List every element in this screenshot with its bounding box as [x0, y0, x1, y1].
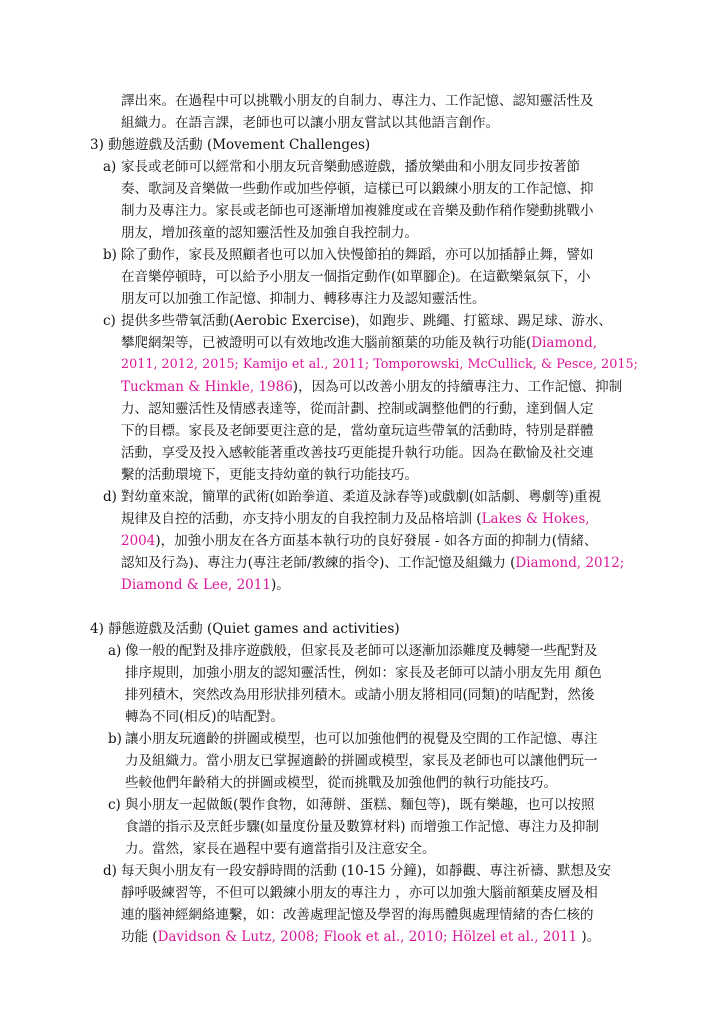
- intro-line-2: 組織力。在語言課，老師也可以讓小朋友嘗試以其他語言創作。: [121, 115, 499, 131]
- item-4a-line-1: 像一般的配對及排序遊戲般，但家長及老師可以逐漸加添難度及轉變一些配對及: [125, 643, 598, 659]
- intro-line-1: 譯出來。在過程中可以挑戰小朋友的自制力、專注力、工作記憶、認知靈活性及: [121, 93, 594, 109]
- item-3c-line-2-text: 攀爬網架等，已被證明可以有效地改進大腦前額葉的功能及執行功能(: [121, 335, 532, 351]
- item-3d-line-4-text: 認知及行為)、專注力(專注老師/教練的指令)、工作記憶及組織力 (: [121, 555, 516, 571]
- item-4c-line-2: 食譜的指示及烹飪步驟(如量度份量及數算材料) 而增強工作記憶、專注力及抑制: [125, 819, 599, 835]
- item-3a-line-4: 朋友，增加孩童的認知靈活性及加強自我控制力。: [121, 225, 418, 241]
- item-3a-line-3: 制力及專注力。家長或老師也可逐漸增加複雜度或在音樂及動作稍作變動挑戰小: [121, 203, 594, 219]
- item-3d-line-3: [121, 533, 598, 549]
- citation-line: 2011, 2012, 2015; Kamijo et al., 2011; Tomporowski, McCullick, & Pesce, 2015;: [121, 357, 638, 372]
- item-label-4c: c): [108, 797, 121, 813]
- item-4d-line-4-text: 功能 (: [121, 929, 158, 945]
- item-3d-line-5-text: )。: [270, 577, 290, 593]
- item-3b-line-2: 在音樂停頓時，可以給予小朋友一個指定動作(如單腳企)。在這歡樂氣氛下，小: [121, 269, 591, 285]
- citation: Diamond,: [531, 335, 598, 351]
- item-4a-line-2: 排序規則，加強小朋友的認知靈活性，例如：家長及老師可以請小朋友先用 顏色: [125, 665, 602, 681]
- item-3b-line-1: 除了動作，家長及照顧者也可以加入快慢節拍的舞蹈，亦可以加插靜止舞，譬如: [121, 247, 594, 263]
- item-3d-line-3-text: )，加強小朋友在各方面基本執行功的良好發展 - 如各方面的抑制力(情緒、: [155, 533, 598, 549]
- item-4c-line-3: 力。當然，家長在過程中要有適當指引及注意安全。: [125, 841, 436, 857]
- section-4-heading: 4) 靜態遊戲及活動 (Quiet games and activities): [90, 621, 400, 637]
- item-4c-line-1: 與小朋友一起做飯(製作食物，如薄餅、蛋糕、麵包等)，既有樂趣，也可以按照: [125, 797, 595, 813]
- item-3c-line-5: 力、認知靈活性及情感表達等，從而計劃、控制或調整他們的行動，達到個人定: [121, 401, 594, 417]
- item-4d-line-1: 每天與小朋友有一段安靜時間的活動 (10-15 分鐘)，如靜觀、專注祈禱、默想及安: [121, 863, 612, 879]
- citation: 2004: [121, 533, 156, 549]
- item-4a-line-4: 轉為不同(相反)的咭配對。: [125, 709, 285, 725]
- item-label-4a: a): [108, 643, 122, 659]
- item-label-3d: d): [103, 489, 117, 505]
- item-label-3a: a): [103, 159, 117, 175]
- item-3c-line-4: [121, 379, 622, 395]
- item-3a-line-2: 奏、歌詞及音樂做一些動作或加些停頓，這樣已可以鍛練小朋友的工作記憶、抑: [121, 181, 594, 197]
- item-4a-line-3: 排列積木，突然改為用形狀排列積木。或請小朋友將相同(同類)的咭配對，然後: [125, 687, 595, 703]
- item-4d-line-2: 靜呼吸練習等，不但可以鍛練小朋友的專注力 ，亦可以加強大腦前額葉皮層及相: [121, 885, 598, 901]
- item-3d-line-5: [121, 577, 290, 593]
- item-3c-line-1: 提供多些帶氧活動(Aerobic Exercise)，如跑步、跳繩、打籃球、踢足球、游水、: [121, 313, 612, 329]
- item-3c-line-8: 繫的活動環境下，更能支持幼童的執行功能技巧。: [121, 467, 418, 483]
- item-4d-line-4-end: )。: [577, 929, 601, 945]
- item-3d-line-2: [121, 511, 590, 527]
- item-3b-line-3: 朋友可以加強工作記憶、抑制力、轉移專注力及認知靈活性。: [121, 291, 486, 307]
- item-label-4d: d): [103, 863, 117, 879]
- item-3c-line-2: [121, 335, 597, 351]
- citation: Tuckman & Hinkle, 1986: [121, 379, 293, 395]
- citation: Davidson & Lutz, 2008; Flook et al., 2010; Hölzel et al., 2011: [157, 929, 578, 945]
- item-4b-line-3: 些較他們年齡稍大的拼圖或模型，從而挑戰及加強他們的執行功能技巧。: [125, 775, 557, 791]
- item-4d-line-4: [121, 929, 600, 945]
- citation: Lakes & Hokes,: [481, 511, 590, 527]
- item-3c-line-4-text: )，因為可以改善小朋友的持續專注力、工作記憶、抑制: [292, 379, 623, 395]
- item-3d-line-1: 對幼童來說，簡單的武術(如跆拳道、柔道及詠春等)或戲劇(如話劇、粵劇等)重視: [121, 489, 602, 505]
- item-3c-line-7: 活動，享受及投入感較能著重改善技巧更能提升執行功能。因為在歡愉及社交連: [121, 445, 594, 461]
- item-3d-line-2-text: 規律及自控的活動，亦支持小朋友的自我控制力及品格培訓 (: [121, 511, 482, 527]
- item-label-3c: c): [103, 313, 116, 329]
- item-3c-line-6: 下的目標。家長及老師要更注意的是，當幼童玩這些帶氧的活動時，特別是群體: [121, 423, 594, 439]
- section-3-heading: 3) 動態遊戲及活動 (Movement Challenges): [90, 137, 371, 153]
- citation: Diamond, 2012;: [515, 555, 625, 571]
- item-4b-line-1: 讓小朋友玩適齡的拼圖或模型，也可以加強他們的視覺及空間的工作記憶、專注: [125, 731, 598, 747]
- citation: Diamond & Lee, 2011: [121, 577, 271, 593]
- item-label-3b: b): [103, 247, 117, 263]
- item-3a-line-1: 家長或老師可以經常和小朋友玩音樂動感遊戲，播放樂曲和小朋友同步按著節: [121, 159, 580, 175]
- item-3d-line-4: [121, 555, 624, 571]
- item-4b-line-2: 力及組織力。當小朋友已掌握適齡的拼圖或模型，家長及老師也可以讓他們玩一: [125, 753, 598, 769]
- item-label-4b: b): [108, 731, 122, 747]
- item-4d-line-3: 連的腦神經網絡連繫，如：改善處理記憶及學習的海馬體與處理情緒的杏仁核的: [121, 907, 594, 923]
